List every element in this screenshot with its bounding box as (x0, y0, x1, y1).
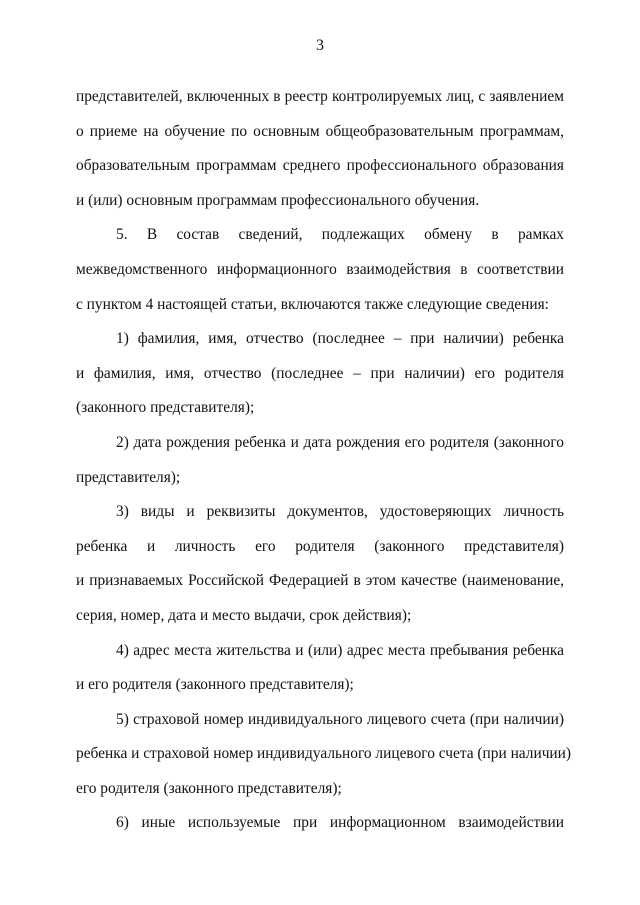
text-line: 3) виды и реквизиты документов, удостоверяющих личность (116, 503, 564, 521)
text-line: 1) фамилия, имя, отчество (последнее – при наличии) ребенка (116, 330, 564, 348)
text-line: (законного представителя); (76, 399, 255, 417)
text-line: серия, номер, дата и место выдачи, срок действия); (76, 606, 412, 624)
text-line: 2) дата рождения ребенка и дата рождения его родителя (законного (116, 433, 564, 451)
text-line: 5. В состав сведений, подлежащих обмену в рамках (116, 226, 564, 244)
text-line: ребенка и личность его родителя (законного представителя) (76, 537, 564, 555)
page-number: 3 (316, 37, 324, 54)
text-line: и фамилия, имя, отчество (последнее – при наличии) его родителя (76, 364, 564, 382)
document-text (76, 80, 572, 841)
text-line: образовательным программам среднего профессионального образования (76, 157, 564, 175)
text-line: и его родителя (законного представителя); (76, 676, 354, 694)
text-line: и (или) основным программам профессионального обучения. (76, 191, 480, 209)
text-line: 6) иные используемые при информационном взаимодействии (116, 814, 564, 832)
text-line: межведомственного информационного взаимодействия в соответствии (76, 260, 564, 278)
text-line: представителей, включенных в реестр контролируемых лиц, с заявлением (76, 88, 564, 105)
text-line: его родителя (законного представителя); (76, 779, 342, 797)
text-line: с пунктом 4 настоящей статьи, включаются также следующие сведения: (76, 295, 549, 313)
text-line: 5) страховой номер индивидуального лицевого счета (при наличии) (116, 710, 564, 728)
text-line: 4) адрес места жительства и (или) адрес места пребывания ребенка (116, 641, 564, 659)
text-line: ребенка и страховой номер индивидуального лицевого счета (при наличии) (76, 745, 572, 763)
text-line: представителя); (76, 468, 181, 486)
text-line: и признаваемых Российской Федерацией в этом качестве (наименование, (76, 572, 564, 590)
text-line: о приеме на обучение по основным общеобразовательным программам, (76, 122, 564, 140)
